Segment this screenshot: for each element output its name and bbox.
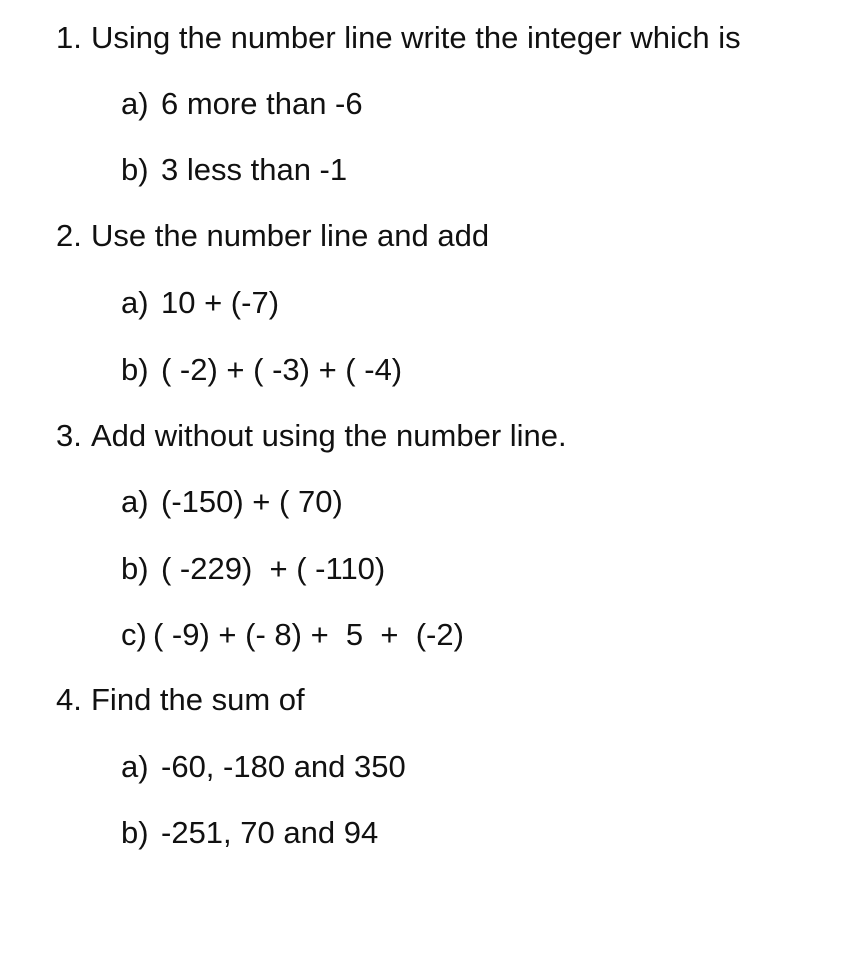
part-label: b) — [121, 352, 149, 387]
part-label: a) — [121, 484, 149, 519]
part-text: -60, -180 and 350 — [161, 749, 406, 784]
part-text: ( -9) + (- 8) + 5 + (-2) — [153, 617, 464, 652]
question-2-part-b — [121, 350, 841, 390]
question-3-part-b — [121, 549, 841, 589]
part-text: ( -229) + ( -110) — [161, 551, 386, 586]
question-2 — [56, 216, 846, 256]
part-label: b) — [121, 815, 149, 850]
question-number: 3. — [56, 418, 82, 453]
part-text: 6 more than -6 — [161, 86, 363, 121]
part-label: a) — [121, 749, 149, 784]
part-text: ( -2) + ( -3) + ( -4) — [161, 352, 403, 387]
question-1-part-a — [121, 84, 841, 124]
question-2-part-a — [121, 283, 841, 323]
part-text: 3 less than -1 — [161, 152, 348, 187]
part-text: 10 + (-7) — [161, 285, 280, 320]
question-1 — [56, 18, 846, 58]
question-text: Find the sum of — [91, 682, 305, 717]
part-text: (-150) + ( 70) — [161, 484, 343, 519]
question-1-part-b — [121, 150, 841, 190]
part-text: -251, 70 and 94 — [161, 815, 379, 850]
part-label: c) — [121, 617, 147, 652]
question-text: Use the number line and add — [91, 218, 490, 253]
question-4-part-a — [121, 747, 841, 787]
question-number: 2. — [56, 218, 82, 253]
question-text: Add without using the number line. — [91, 418, 567, 453]
part-label: a) — [121, 285, 149, 320]
question-text: Using the number line write the integer which is — [91, 20, 741, 55]
part-label: a) — [121, 86, 149, 121]
part-label: b) — [121, 551, 149, 586]
question-4 — [56, 680, 846, 720]
question-3 — [56, 416, 846, 456]
question-3-part-a — [121, 482, 841, 522]
question-number: 4. — [56, 682, 82, 717]
question-number: 1. — [56, 20, 82, 55]
part-label: b) — [121, 152, 149, 187]
question-3-part-c — [121, 615, 841, 655]
question-4-part-b — [121, 813, 841, 853]
